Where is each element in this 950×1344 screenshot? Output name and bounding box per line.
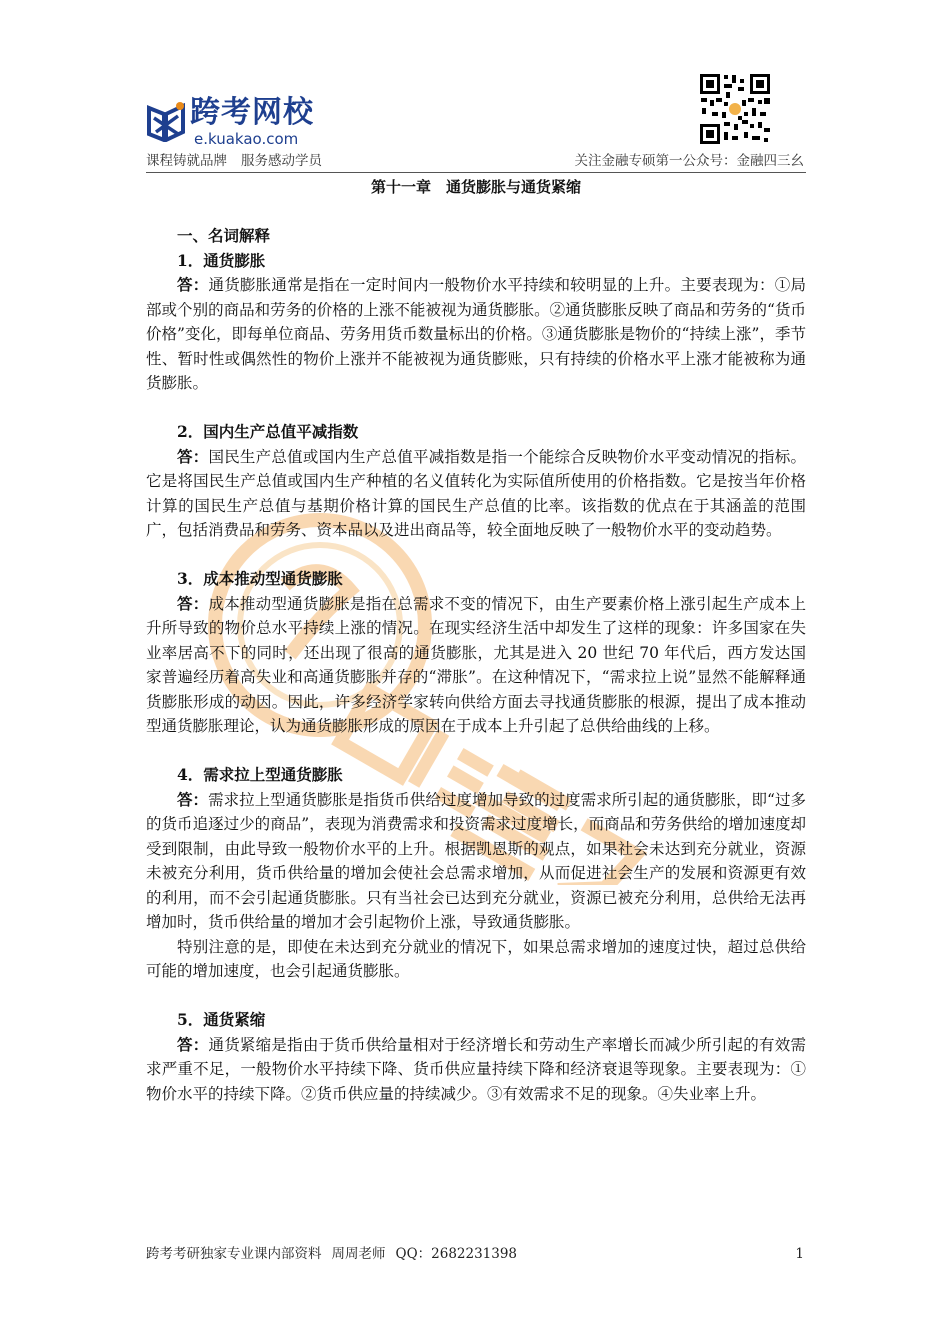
slogan-2: 服务感动学员 bbox=[241, 153, 322, 169]
term-heading: 2．国内生产总值平减指数 bbox=[177, 422, 359, 441]
term-heading: 5．通货紧缩 bbox=[177, 1010, 266, 1029]
footer-text bbox=[146, 1244, 517, 1264]
qr-code-icon bbox=[698, 72, 772, 146]
logo-url: e.kuakao.com bbox=[194, 130, 299, 148]
term-heading: 1．通货膨胀 bbox=[177, 250, 266, 270]
logo-title: 跨考网校 bbox=[190, 95, 314, 130]
header-follow-text: 关注金融专硕第一公众号：金融四三幺 bbox=[574, 153, 804, 169]
answer-text: 通货紧缩是指由于货币供给量相对于经济增长和劳动生产率增长而减少所引起的有效需求严重不足，一般物价水平持续下降、货币供应量持续下降和经济衰退等现象。主要表现为：①物价水平的持续下降。②货币供应量的持续减少。③有效需求不足的现象。④失业率上升。 bbox=[146, 1035, 806, 1103]
kuakao-logo bbox=[146, 96, 346, 152]
footer-qq: QQ：2682231398 bbox=[395, 1246, 518, 1262]
header-divider bbox=[146, 172, 806, 173]
logo-mark-icon bbox=[146, 100, 186, 142]
term-heading: 4．需求拉上型通货膨胀 bbox=[177, 765, 343, 784]
term-answer bbox=[146, 445, 806, 543]
page-number: 1 bbox=[795, 1246, 804, 1262]
term-answer bbox=[146, 273, 806, 396]
term-answer bbox=[146, 1033, 806, 1107]
document-body bbox=[146, 224, 806, 1106]
footer-teacher: 周周老师 bbox=[331, 1246, 386, 1262]
answer-label: 答： bbox=[177, 1034, 209, 1054]
slogan-1: 课程铸就品牌 bbox=[146, 153, 227, 169]
section-title: 一、名词解释 bbox=[177, 226, 271, 245]
term-answer bbox=[146, 592, 806, 739]
header-slogan bbox=[146, 151, 322, 171]
answer-label: 答： bbox=[177, 275, 209, 294]
answer-label: 答： bbox=[177, 446, 209, 466]
answer-text: 需求拉上型通货膨胀是指货币供给过度增加导致的过度需求所引起的通货膨胀，即“过多的货币追逐过少的商品”，表现为消费需求和投资需求过度增长，而商品和劳务供给的增加速度却受到限制，由此导致一般物价水平的上升。根据凯恩斯的观点，如果社会未达到充分就业，资源未被充分利用，货币供给量的增加会使社会总需求增加，从而促进社会生产的发展和资源更有效的利用，而不会引起通货膨胀。只有当社会已达到充分就业，资源已被充分利用，总供给无法再增加时，货币供给量的增加才会引起物价上涨，导致通货膨胀。 bbox=[146, 790, 806, 931]
answer-text: 成本推动型通货膨胀是指在总需求不变的情况下，由生产要素价格上涨引起生产成本上升所导致的物价总水平持续上涨的情况。在现实经济生活中却发生了这样的现象：许多国家在失业率居高不下的同时，还出现了很高的通货膨胀，尤其是进入 20 世纪 70 年代后，西方发达国家普遍经历着高失业和高通货膨胀并存的“滞胀”。在这种情况下，“需求拉上说”显然不能解释通货膨胀形成的动因。因此，许多经济学家转向供给方面去寻找通货膨胀的根源，提出了成本推动型通货膨胀理论，认为通货膨胀形成的原因在于成本上升引起了总供给曲线的上移。 bbox=[146, 594, 806, 735]
term-answer bbox=[146, 788, 806, 935]
footer-source: 跨考考研独家专业课内部资料 bbox=[146, 1246, 322, 1262]
term-heading: 3．成本推动型通货膨胀 bbox=[177, 569, 343, 588]
term-note: 特别注意的是，即使在未达到充分就业的情况下，如果总需求增加的速度过快，超过总供给可能的增加速度，也会引起通货膨胀。 bbox=[146, 937, 806, 980]
answer-text: 国民生产总值或国内生产总值平减指数是指一个能综合反映物价水平变动情况的指标。它是将国民生产总值或国内生产种植的名义值转化为实际值所使用的价格指数。它是按当年价格计算的国民生产总值与基期价格计算的国民生产总值的比率。该指数的优点在于其涵盖的范围广，包括消费品和劳务、资本品以及进出商品等，较全面地反映了一般物价水平的变动趋势。 bbox=[146, 447, 806, 539]
answer-label: 答： bbox=[177, 789, 209, 809]
answer-label: 答： bbox=[177, 593, 209, 613]
answer-text: 通货膨胀通常是指在一定时间内一般物价水平持续和较明显的上升。主要表现为：①局部或个别的商品和劳务的价格的上涨不能被视为通货膨胀。②通货膨胀反映了商品和劳务的“货币价格”变化，即每单位商品、劳务用货币数量标出的价格。③通货膨胀是物价的“持续上涨”，季节性、暂时性或偶然性的物价上涨并不能被视为通货膨账，只有持续的价格水平上涨才能被称为通货膨胀。 bbox=[146, 276, 806, 392]
chapter-title: 第十一章 通货膨胀与通货紧缩 bbox=[370, 178, 581, 196]
